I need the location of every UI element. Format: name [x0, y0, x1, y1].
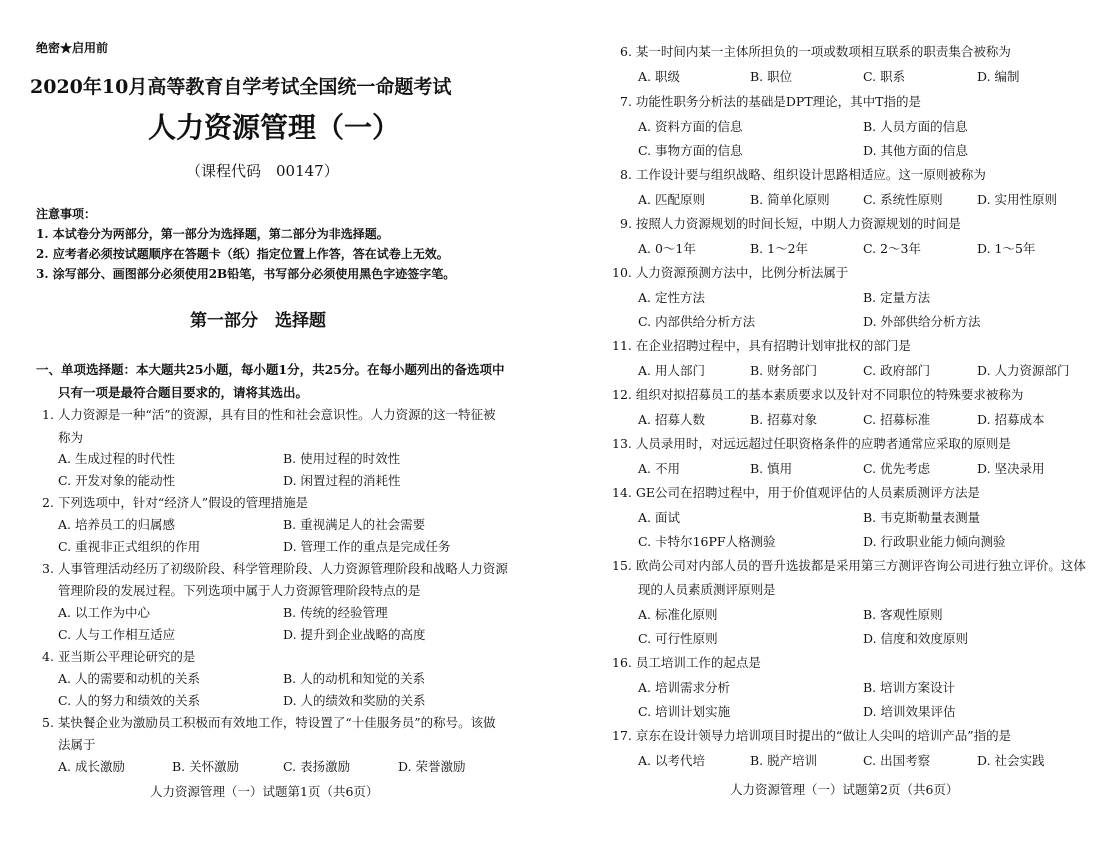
note-item: 2. 应考者必须按试题顺序在答题卡（纸）指定位置上作答，答在试卷上无效。 — [36, 247, 449, 261]
option: B. 慎用 — [750, 461, 793, 476]
option: B. 定量方法 — [863, 290, 931, 305]
option: B. 招募对象 — [750, 412, 818, 427]
option: C. 卡特尔16PF人格测验 — [638, 534, 776, 549]
question-7: 7. 功能性职务分析法的基础是DPT理论，其中T指的是 — [620, 94, 922, 109]
note-item: 1. 本试卷分为两部分，第一部分为选择题，第二部分为非选择题。 — [36, 227, 389, 241]
option: C. 表扬激励 — [283, 759, 351, 774]
option: D. 荣誉激励 — [398, 759, 466, 774]
question-13: 13. 人员录用时，对远远超过任职资格条件的应聘者通常应采取的原则是 — [612, 436, 1011, 451]
part-title: 第一部分 选择题 — [190, 311, 326, 331]
question-1: 1. 人力资源是一种“活”的资源，具有目的性和社会意识性。人力资源的这一特征被 — [42, 407, 496, 422]
question-3-cont: 管理阶段的发展过程。下列选项中属于人力资源管理阶段特点的是 — [58, 583, 421, 598]
confidential-label: 绝密★启用前 — [36, 41, 109, 55]
option: C. 职系 — [863, 69, 906, 84]
exam-title: 2020年10月高等教育自学考试全国统一命题考试 — [30, 76, 452, 98]
question-5-cont: 法属于 — [58, 737, 96, 752]
option: B. 脱产培训 — [750, 753, 818, 768]
subject-title: 人力资源管理（一） — [148, 111, 401, 144]
option: A. 人的需要和动机的关系 — [58, 671, 200, 686]
question-14: 14. GE公司在招聘过程中，用于价值观评估的人员素质测评方法是 — [612, 485, 980, 500]
option: A. 标准化原则 — [638, 607, 718, 622]
option: C. 可行性原则 — [638, 631, 718, 646]
option: A. 职级 — [638, 69, 680, 84]
option: B. 客观性原则 — [863, 607, 943, 622]
question-5: 5. 某快餐企业为激励员工积极而有效地工作，特设置了“十佳服务员”的称号。该做 — [42, 715, 496, 730]
option: C. 内部供给分析方法 — [638, 314, 756, 329]
option: B. 财务部门 — [750, 363, 818, 378]
question-17: 17. 京东在设计领导力培训项目时提出的“做让人尖叫的培训产品”指的是 — [612, 728, 1012, 743]
option: C. 出国考察 — [863, 753, 931, 768]
option: B. 韦克斯勒量表测量 — [863, 510, 981, 525]
option: D. 社会实践 — [977, 753, 1045, 768]
question-10: 10. 人力资源预测方法中，比例分析法属于 — [612, 265, 849, 280]
question-3: 3. 人事管理活动经历了初级阶段、科学管理阶段、人力资源管理阶段和战略人力资源 — [42, 561, 508, 576]
question-2: 2. 下列选项中，针对“经济人”假设的管理措施是 — [42, 495, 309, 510]
question-15-cont: 现的人员素质测评原则是 — [638, 582, 776, 597]
option: B. 人员方面的信息 — [863, 119, 968, 134]
option: B. 传统的经验管理 — [283, 605, 388, 620]
option: B. 人的动机和知觉的关系 — [283, 671, 426, 686]
option: A. 以考代培 — [638, 753, 705, 768]
option: A. 用人部门 — [638, 363, 705, 378]
option: C. 重视非正式组织的作用 — [58, 539, 201, 554]
option: D. 其他方面的信息 — [863, 143, 969, 158]
option: B. 重视满足人的社会需要 — [283, 517, 426, 532]
note-item: 3. 涂写部分、画图部分必须使用2B铅笔，书写部分必须使用黑色字迹签字笔。 — [36, 267, 456, 281]
option: C. 人的努力和绩效的关系 — [58, 693, 201, 708]
option: D. 实用性原则 — [977, 192, 1058, 207]
question-4: 4. 亚当斯公平理论研究的是 — [42, 649, 196, 664]
option: C. 优先考虑 — [863, 461, 931, 476]
option: A. 培养员工的归属感 — [58, 517, 175, 532]
option: D. 提升到企业战略的高度 — [283, 627, 426, 642]
question-6: 6. 某一时间内某一主体所担负的一项或数项相互联系的职责集合被称为 — [620, 44, 1011, 59]
option: D. 1～5年 — [977, 241, 1036, 256]
option: A. 0～1年 — [638, 241, 696, 256]
option: D. 闲置过程的消耗性 — [283, 473, 401, 488]
option: A. 资料方面的信息 — [638, 119, 743, 134]
option: A. 成长激励 — [58, 759, 125, 774]
exam-page-2 — [570, 0, 1107, 852]
option: C. 2～3年 — [863, 241, 921, 256]
option: D. 外部供给分析方法 — [863, 314, 981, 329]
option: D. 编制 — [977, 69, 1020, 84]
page-footer: 人力资源管理（一）试题第1页（共6页） — [150, 784, 379, 799]
option: A. 不用 — [638, 461, 680, 476]
option: A. 匹配原则 — [638, 192, 705, 207]
option: D. 信度和效度原则 — [863, 631, 969, 646]
question-15: 15. 欧尚公司对内部人员的晋升选拔都是采用第三方测评咨询公司进行独立评价。这体 — [612, 558, 1086, 573]
option: D. 管理工作的重点是完成任务 — [283, 539, 451, 554]
option: D. 坚决录用 — [977, 461, 1045, 476]
option: B. 培训方案设计 — [863, 680, 956, 695]
option: B. 1～2年 — [750, 241, 809, 256]
option: C. 开发对象的能动性 — [58, 473, 176, 488]
question-8: 8. 工作设计要与组织战略、组织设计思路相适应。这一原则被称为 — [620, 167, 986, 182]
option: A. 以工作为中心 — [58, 605, 150, 620]
option: C. 培训计划实施 — [638, 704, 731, 719]
option: D. 人的绩效和奖励的关系 — [283, 693, 426, 708]
option: C. 系统性原则 — [863, 192, 943, 207]
option: B. 使用过程的时效性 — [283, 451, 401, 466]
question-12: 12. 组织对拟招募员工的基本素质要求以及针对不同职位的特殊要求被称为 — [612, 387, 1024, 402]
section-instruction: 只有一项是最符合题目要求的，请将其选出。 — [58, 385, 309, 400]
question-9: 9. 按照人力资源规划的时间长短，中期人力资源规划的时间是 — [620, 216, 961, 231]
option: C. 政府部门 — [863, 363, 931, 378]
page-footer: 人力资源管理（一）试题第2页（共6页） — [730, 782, 959, 797]
exam-page-1 — [0, 0, 545, 852]
option: C. 招募标准 — [863, 412, 931, 427]
option: C. 人与工作相互适应 — [58, 627, 176, 642]
option: B. 职位 — [750, 69, 793, 84]
option: B. 关怀激励 — [172, 759, 240, 774]
section-instruction: 一、单项选择题：本大题共25小题，每小题1分，共25分。在每小题列出的备选项中 — [36, 362, 505, 377]
notes-title: 注意事项： — [36, 207, 97, 221]
option: A. 面试 — [638, 510, 680, 525]
option: B. 简单化原则 — [750, 192, 830, 207]
option: D. 招募成本 — [977, 412, 1045, 427]
option: A. 定性方法 — [638, 290, 705, 305]
option: D. 人力资源部门 — [977, 363, 1070, 378]
question-11: 11. 在企业招聘过程中，具有招聘计划审批权的部门是 — [612, 338, 911, 353]
question-1-cont: 称为 — [58, 430, 84, 445]
course-code: （课程代码 00147） — [186, 162, 339, 180]
option: A. 培训需求分析 — [638, 680, 730, 695]
option: D. 培训效果评估 — [863, 704, 956, 719]
option: A. 生成过程的时代性 — [58, 451, 175, 466]
option: D. 行政职业能力倾向测验 — [863, 534, 1006, 549]
question-16: 16. 员工培训工作的起点是 — [612, 655, 761, 670]
option: A. 招募人数 — [638, 412, 705, 427]
option: C. 事物方面的信息 — [638, 143, 743, 158]
